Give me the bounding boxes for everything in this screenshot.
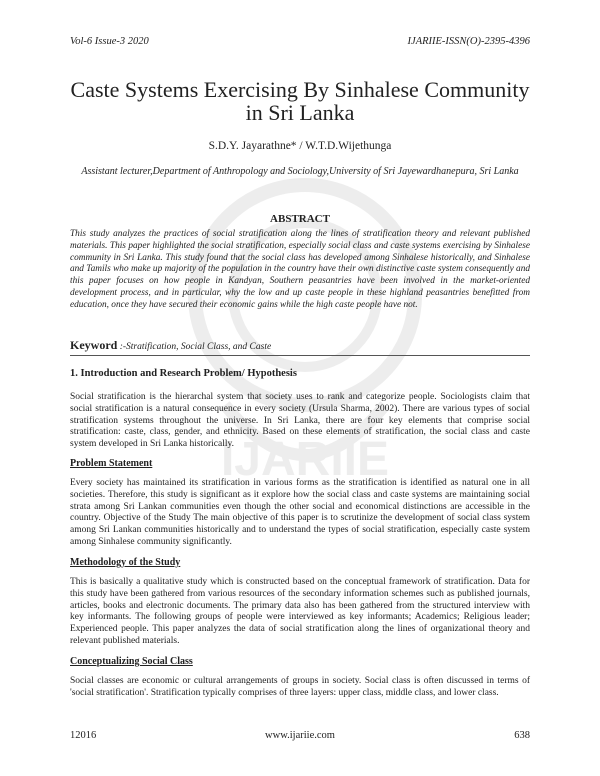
subheading-methodology: Methodology of the Study — [70, 557, 181, 568]
keyword-list: :-Stratification, Social Class, and Caste — [119, 342, 272, 352]
methodology-paragraph: This is basically a qualitative study which is constructed based on the conceptual framework of stratification. Data for this study have been gathered from various resources of the secondary information schemes such as published journals, articles, books and electronic documents. The primary data also has been gathered from the structured interview with key informants. The following groups of people were interviewed as key informants; Academics; Religious leader; Experienced people. This paper analyzes the data of social stratification along the lines of organizational theory and relevant published materials. — [70, 577, 530, 646]
author-affiliation: Assistant lecturer,Department of Anthropology and Sociology,University of Sri Jayewardhanepura, Sri Lanka — [81, 166, 519, 177]
header-issn: IJARIIE-ISSN(O)-2395-4396 — [407, 36, 530, 47]
keywords-line — [70, 338, 530, 353]
footer-website: www.ijariie.com — [265, 730, 335, 741]
footer-page-number: 638 — [514, 730, 530, 741]
keyword-label: Keyword — [70, 338, 118, 352]
social-class-paragraph: Social classes are economic or cultural arrangements of groups in society. Social class is often discussed in terms of 'social stratification'. Stratification typically comprises of three layers: upper class, middle class, and lower class. — [70, 676, 530, 698]
problem-statement-paragraph: Every society has maintained its stratification in various forms as the stratification is identified as natural one in all societies. Therefore, this study is significant as it explore how the social class and caste systems are maintaining social strata among Sri Lankan communities even though the other social and economical distinctions are accessible in the country. Objective of the Study The main objective of this paper is to scrutinize the development of social class system among Sri Lankan communities historically and to understand the types of social stratification, especially caste system among Sinhalese community significantly. — [70, 478, 530, 547]
header-volume-issue: Vol-6 Issue-3 2020 — [70, 36, 149, 47]
paper-title: Caste Systems Exercising By Sinhalese Community in Sri Lanka — [70, 77, 530, 125]
footer-paper-id: 12016 — [70, 730, 97, 741]
paper-authors: S.D.Y. Jayarathne* / W.T.D.Wijethunga — [208, 140, 392, 152]
section-divider — [70, 355, 530, 356]
subheading-social-class: Conceptualizing Social Class — [70, 656, 193, 667]
introduction-paragraph: Social stratification is the hierarchal system that society uses to rank and categorize people. Sociologists claim that social stratification is a natural consequence in every society (Ursula Sharma, 2002). There are various types of social stratification systems throughout the universe. In Sri Lanka, there are four key elements that comprise social stratification: caste, class, gender, and ethnicity. Based on these elements of stratification, the social class and caste system developed in Sri Lanka historically. — [70, 392, 530, 450]
abstract-text: This study analyzes the practices of social stratification along the lines of stratification theory and relevant published materials. This paper highlighted the social stratification, especially social class and caste systems exercising by Sinhalese community in Sri Lanka. This study found that the social class has developed among Sinhalese historically, and Sinhalese and Tamils who make up majority of the population in the country have their own distinctive caste system consequently and this paper focuses on how people in Kandyan, Southern peasantries have been involved in the market-oriented development process, and in particular, why the low and up caste people in these highland peasantries benefitted from education, once they have secured their economic gains while the high caste people have not. — [70, 229, 530, 310]
svg-text:IJARIIE: IJARIIE — [220, 433, 390, 486]
subheading-problem-statement: Problem Statement — [70, 458, 153, 469]
abstract-heading: ABSTRACT — [270, 213, 330, 225]
section-heading-introduction: 1. Introduction and Research Problem/ Hypothesis — [70, 368, 297, 379]
